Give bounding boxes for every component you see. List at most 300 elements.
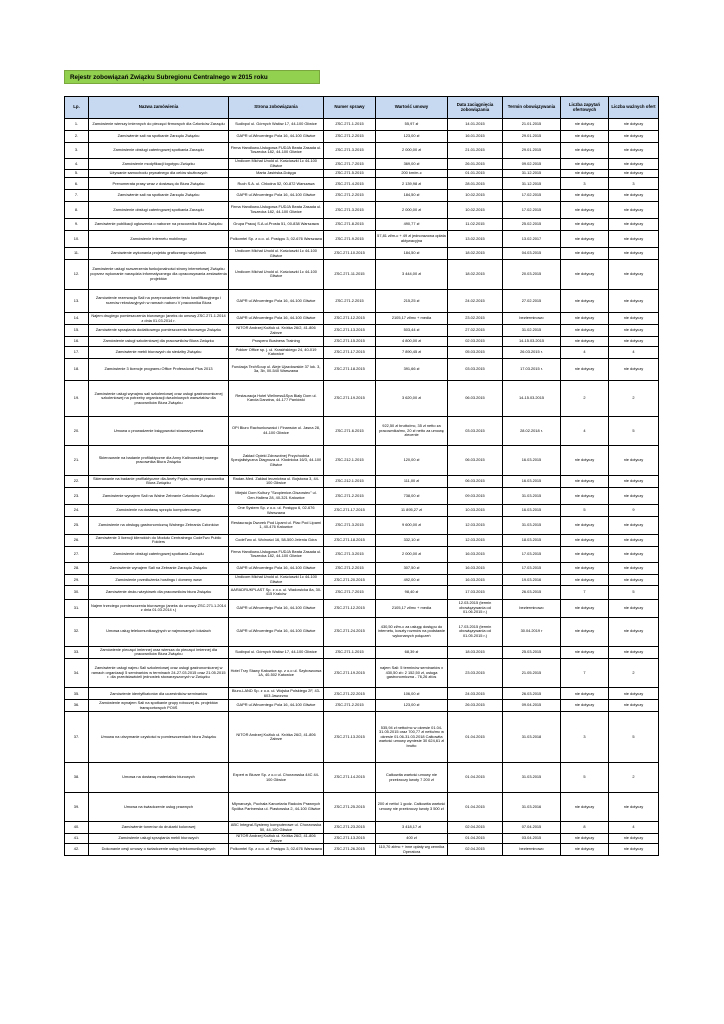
cell-valid-offers: nie dotyczy — [609, 546, 659, 563]
cell-counterparty: GAPR ul.Wincentego Pola 16, 44-100 Gliwice — [229, 130, 324, 142]
cell-valid-offers: nie dotyczy — [609, 792, 659, 822]
cell-lp: 15. — [65, 325, 89, 337]
table-row — [65, 575, 659, 586]
table-row — [65, 119, 659, 131]
cell-lp: 29. — [65, 575, 89, 586]
cell-inquiries-count: 4 — [561, 346, 609, 358]
cell-lp: 38. — [65, 763, 89, 793]
cell-counterparty: Polkomtel Sp. z o.o. ul. Postępu 3, 02-676 Warszawa — [229, 844, 324, 856]
cell-validity-term: 17.02.2015 — [503, 190, 561, 202]
cell-valid-offers: nie dotyczy — [609, 130, 659, 142]
cell-commitment-date: 24.03.2015 — [448, 688, 503, 700]
cell-contract-value: 57,81 zł/m-c + 49 zł jednorazowa opłata aktywacyjna — [376, 230, 448, 248]
cell-lp: 41. — [65, 834, 89, 844]
cell-counterparty: Undicom Michał Unold ul. Kościuszki 1c 44-100 Gliwice — [229, 260, 324, 290]
cell-validity-term: 28.02.2018 r. — [503, 416, 561, 446]
cell-inquiries-count: nie dotyczy — [561, 575, 609, 586]
cell-inquiries-count: nie dotyczy — [561, 218, 609, 230]
cell-commitment-date: 10.03.2015 — [448, 505, 503, 517]
cell-counterparty: Undicom Michał Unold ul. Kościuszki 1c 44-100 Gliwice — [229, 575, 324, 586]
cell-order-name: Zamówienie sali na spotkanie Zarządu Związku — [89, 190, 229, 202]
cell-contract-value: 307,50 zł — [376, 563, 448, 575]
cell-commitment-date: 01.04.2015 — [448, 792, 503, 822]
cell-counterparty: Pokker Office sp. j. ul. Krasińskiego 24, 40-019 Katowice — [229, 346, 324, 358]
table-row — [65, 260, 659, 290]
cell-order-name: Zamówienie wynajem Sali na Zebranie Zarządu Związku — [89, 563, 229, 575]
cell-case-number: ZSC.271.2.2015 — [324, 289, 376, 313]
cell-case-number: ZSC.271.7.2015 — [324, 159, 376, 169]
cell-lp: 2. — [65, 130, 89, 142]
cell-valid-offers: nie dotyczy — [609, 446, 659, 476]
cell-valid-offers: 2 — [609, 763, 659, 793]
cell-inquiries-count: nie dotyczy — [561, 142, 609, 159]
cell-commitment-date: 23.02.2015 — [448, 313, 503, 325]
cell-valid-offers: nie dotyczy — [609, 218, 659, 230]
cell-case-number: ZSC.271.3.2015 — [324, 142, 376, 159]
cell-commitment-date: 17.03.2015 (termin obowiązywania od 01.05.2015 r.) — [448, 617, 503, 647]
cell-order-name: Zamówienie Internetu mobilnego — [89, 230, 229, 248]
cell-validity-term: 31.03.2015 — [503, 487, 561, 505]
cell-valid-offers: 2 — [609, 381, 659, 416]
cell-valid-offers: nie dotyczy — [609, 475, 659, 487]
cell-valid-offers: 2 — [609, 658, 659, 688]
cell-contract-value: najem Sali: 5 terminów seminariów x 430,50 zł= 2 152,50 zł, usługa gastronomiczna - 76,26 zł/os — [376, 658, 448, 688]
cell-lp: 21. — [65, 446, 89, 476]
cell-valid-offers: nie dotyczy — [609, 844, 659, 856]
cell-valid-offers: nie dotyczy — [609, 688, 659, 700]
cell-inquiries-count: nie dotyczy — [561, 130, 609, 142]
table-row — [65, 688, 659, 700]
cell-inquiries-count: 7 — [561, 586, 609, 600]
cell-order-name: Najem drugiego pomieszczenia biurowego (aneks do umowy ZSC.271.1.2014 z dnia 01.03.2014 r. — [89, 313, 229, 325]
cell-case-number: ZSC.271.10.2015 — [324, 248, 376, 260]
cell-order-name: Zamówienie wynajem Sali na spotkanie grupy roboczej ds. projektów transportowych POIiŚ — [89, 700, 229, 712]
cell-commitment-date: 10.02.2015 — [448, 190, 503, 202]
cell-lp: 32. — [65, 617, 89, 647]
cell-validity-term: 31.12.2015 — [503, 169, 561, 178]
cell-inquiries-count: nie dotyczy — [561, 688, 609, 700]
table-row — [65, 142, 659, 159]
cell-valid-offers: 9 — [609, 505, 659, 517]
cell-lp: 10. — [65, 230, 89, 248]
cell-validity-term: 31.02.2015 — [503, 325, 561, 337]
cell-validity-term: 09.04.2015 — [503, 700, 561, 712]
cell-counterparty: Marta Jasińska-Dołęga — [229, 169, 324, 178]
cell-case-number: ZSC.271.26.2015 — [324, 844, 376, 856]
cell-case-number: ZSC.271.2.2015 — [324, 487, 376, 505]
cell-validity-term: 25.03.2015 — [503, 647, 561, 659]
table-header-row — [65, 97, 659, 119]
cell-counterparty: Hotel Trzy Stawy Katowice sp. z o.o ul. Szybowcowa 1A, 40-502 Katowice — [229, 658, 324, 688]
cell-valid-offers: nie dotyczy — [609, 230, 659, 248]
cell-inquiries-count: nie dotyczy — [561, 119, 609, 131]
cell-case-number: ZSC.271.17.2015 — [324, 505, 376, 517]
cell-counterparty: Ruch S.A. ul. Chłodna 52, 00-872 Warszawa — [229, 178, 324, 190]
cell-validity-term: 17.03.2015 r. — [503, 358, 561, 381]
cell-valid-offers: nie dotyczy — [609, 190, 659, 202]
cell-case-number: ZSC.271.3.2015 — [324, 202, 376, 219]
cell-valid-offers: 3 — [609, 178, 659, 190]
cell-commitment-date: 03.03.2015 — [448, 416, 503, 446]
cell-lp: 42. — [65, 844, 89, 856]
header-case-number: Numer sprawy — [324, 97, 376, 119]
cell-order-name: Zamówienie druku wizytówek dla pracowników biura Związku — [89, 586, 229, 600]
cell-contract-value: 2 000,00 zł — [376, 546, 448, 563]
cell-validity-term: 19.03.2016 — [503, 575, 561, 586]
cell-contract-value: 68,39 zł — [376, 647, 448, 659]
cell-order-name: Zamówienie pieczęci imiennej oraz wiersza do pieczęci imiennej dla pracowników Biura Związku — [89, 647, 229, 659]
cell-contract-value: 184,50 zł — [376, 248, 448, 260]
cell-commitment-date: 02.04.2015 — [448, 844, 503, 856]
cell-case-number: ZSC.271.14.2015 — [324, 763, 376, 793]
cell-inquiries-count: nie dotyczy — [561, 159, 609, 169]
cell-inquiries-count: nie dotyczy — [561, 792, 609, 822]
cell-valid-offers: nie dotyczy — [609, 119, 659, 131]
cell-validity-term: 31.03.2015 — [503, 517, 561, 535]
table-row — [65, 190, 659, 202]
cell-inquiries-count: nie dotyczy — [561, 336, 609, 346]
cell-lp: 35. — [65, 688, 89, 700]
cell-commitment-date: 16.03.2015 — [448, 575, 503, 586]
cell-case-number: ZSC.271.22.2015 — [324, 688, 376, 700]
cell-valid-offers: nie dotyczy — [609, 617, 659, 647]
cell-commitment-date: 12.03.2015 — [448, 517, 503, 535]
cell-validity-term: 13.02.2017 — [503, 230, 561, 248]
cell-counterparty: Firma Handlowo-Usługowa FUDJA Beata Zasada ul. Toszecka 182, 44-100 Gliwice — [229, 202, 324, 219]
cell-counterparty: Biuro-LAND Sp. z o.o. ul. Wojska Polskiego 2F, 43-603 Jaworzno — [229, 688, 324, 700]
cell-contract-value: 3 444,00 zł — [376, 260, 448, 290]
cell-contract-value: 369,00 zł — [376, 159, 448, 169]
cell-lp: 9. — [65, 218, 89, 230]
cell-valid-offers: nie dotyczy — [609, 563, 659, 575]
table-row — [65, 358, 659, 381]
cell-case-number: ZSC.271.20.2015 — [324, 575, 376, 586]
cell-valid-offers: 4 — [609, 346, 659, 358]
cell-inquiries-count: nie dotyczy — [561, 599, 609, 617]
cell-case-number: ZSC.271.19.2015 — [324, 658, 376, 688]
cell-counterparty: Radan-Med. Zakład lecznictwa ul. Bojstowa 3, 44-100 Gliwice — [229, 475, 324, 487]
cell-validity-term: 31.03.2016 — [503, 792, 561, 822]
cell-inquiries-count: 3 — [561, 178, 609, 190]
cell-counterparty: Restauracja Hotel Wellness&Spa Biały Dom ul. Karola Darwina, 44-177 Paniówki — [229, 381, 324, 416]
cell-counterparty: Undicom Michał Unold ul. Kościuszki 1c 44-100 Gliwice — [229, 159, 324, 169]
cell-lp: 33. — [65, 647, 89, 659]
cell-counterparty: CodeTwo ul. Wolności 16, 58-500 Jelenia Góra — [229, 534, 324, 546]
cell-commitment-date: 14.01.2015 — [448, 119, 503, 131]
table-row — [65, 230, 659, 248]
cell-case-number: ZSC.271.2.2015 — [324, 130, 376, 142]
cell-case-number: ZSC.271.12.2015 — [324, 313, 376, 325]
cell-counterparty: GAPR ul.Wincentego Pola 16, 44-100 Gliwice — [229, 563, 324, 575]
cell-order-name: Używanie samochodu prywatnego dla celów służbowych — [89, 169, 229, 178]
cell-lp: 37. — [65, 712, 89, 763]
cell-validity-term: 26.03.2015 r. — [503, 346, 561, 358]
cell-valid-offers: 4 — [609, 822, 659, 834]
cell-valid-offers: nie dotyczy — [609, 142, 659, 159]
cell-counterparty: Firma Handlowo-Usługowa FUDJA Beata Zasada ul. Toszecka 182, 44-100 Gliwice — [229, 142, 324, 159]
table-row — [65, 159, 659, 169]
cell-counterparty: Miejski Dom Kultury "Szopienice-Giszowiec" ul. Gen.Hallera 28, 40-321 Katowice — [229, 487, 324, 505]
cell-inquiries-count: nie dotyczy — [561, 289, 609, 313]
cell-valid-offers: 5 — [609, 712, 659, 763]
table-row — [65, 700, 659, 712]
cell-commitment-date: 06.03.2015 — [448, 381, 503, 416]
cell-valid-offers: nie dotyczy — [609, 169, 659, 178]
cell-valid-offers: nie dotyczy — [609, 534, 659, 546]
cell-validity-term: 07.04.2015 — [503, 822, 561, 834]
cell-valid-offers: nie dotyczy — [609, 599, 659, 617]
cell-inquiries-count: nie dotyczy — [561, 534, 609, 546]
table-row — [65, 248, 659, 260]
cell-contract-value: 490,77 zł — [376, 218, 448, 230]
cell-lp: 34. — [65, 658, 89, 688]
table-row — [65, 792, 659, 822]
table-row — [65, 534, 659, 546]
table-row — [65, 517, 659, 535]
cell-lp: 8. — [65, 202, 89, 219]
cell-valid-offers: nie dotyczy — [609, 289, 659, 313]
cell-inquiries-count: nie dotyczy — [561, 475, 609, 487]
cell-commitment-date: 21.01.2015 — [448, 142, 503, 159]
cell-validity-term: bezterminowo — [503, 313, 561, 325]
cell-order-name: Zamówienie obsługi cateringowej spotkania Zarządu — [89, 142, 229, 159]
cell-order-name: Zamówienie usługi wynajmu sali szkoleniowej oraz usługi gastronomicznej szkoleniowej na potrzeby organizacji dwudniowych warsztatów dla pracowników Biura Związku — [89, 381, 229, 416]
cell-lp: 13. — [65, 289, 89, 313]
cell-inquiries-count: nie dotyczy — [561, 844, 609, 856]
cell-validity-term: 14-15.03.2015 — [503, 336, 561, 346]
table-body — [65, 119, 659, 856]
cell-counterparty: GAPR ul.Wincentego Pola 16, 44-100 Gliwice — [229, 700, 324, 712]
cell-commitment-date: 17.03.2015 — [448, 586, 503, 600]
cell-case-number: ZSC.271.18.2015 — [324, 358, 376, 381]
cell-contract-value: 4 800,00 zł — [376, 336, 448, 346]
cell-order-name: Umowa na utrzymanie czystości w pomieszczeniach biura Związku — [89, 712, 229, 763]
cell-validity-term: 04.03.2015 — [503, 248, 561, 260]
cell-valid-offers: nie dotyczy — [609, 487, 659, 505]
cell-contract-value: 7 890,45 zł — [376, 346, 448, 358]
cell-lp: 31. — [65, 599, 89, 617]
cell-commitment-date: 27.02.2015 — [448, 325, 503, 337]
table-row — [65, 178, 659, 190]
cell-valid-offers: nie dotyczy — [609, 325, 659, 337]
cell-inquiries-count: nie dotyczy — [561, 358, 609, 381]
table-row — [65, 487, 659, 505]
cell-case-number: ZSC.212.1.2015 — [324, 446, 376, 476]
cell-inquiries-count: 3 — [561, 712, 609, 763]
table-row — [65, 446, 659, 476]
cell-validity-term: 27.02.2015 — [503, 289, 561, 313]
cell-contract-value: 430,50 zł/m-c za usługę dostępu do internetu, koszty rozmów na podstawie wykonanych połączeń — [376, 617, 448, 647]
cell-order-name: Zamówienie usługi szkoleniowej dla pracowników Biura Związku — [89, 336, 229, 346]
cell-counterparty: Firma Handlowo-Usługowa FUDJA Beata Zasada ul. Toszecka 182, 44-100 Gliwice — [229, 546, 324, 563]
cell-lp: 14. — [65, 313, 89, 325]
cell-case-number: ZSC.271.13.2015 — [324, 712, 376, 763]
cell-validity-term: 16.03.2015 — [503, 475, 561, 487]
table-row — [65, 313, 659, 325]
cell-commitment-date: 11.02.2015 — [448, 218, 503, 230]
cell-validity-term: bezterminowo — [503, 599, 561, 617]
table-row — [65, 599, 659, 617]
cell-counterparty: AARADRUKPLAST Sp. z o.o. ul. Wadowicka 8a, 30-415 Kraków — [229, 586, 324, 600]
cell-counterparty: Młynarczyk, Puchała Kancelaria Radców Prawnych Spółka Partnerska ul. Piastowska 2, 44-100 Gliwice — [229, 792, 324, 822]
cell-case-number: ZSC.271.3.2015 — [324, 546, 376, 563]
table-row — [65, 647, 659, 659]
cell-inquiries-count: 5 — [561, 505, 609, 517]
cell-counterparty: Grupa Pracuj S.A.ul.Prosta 51, 00-838 Warszawa — [229, 218, 324, 230]
cell-lp: 36. — [65, 700, 89, 712]
cell-validity-term: 26.03.2015 — [503, 586, 561, 600]
cell-commitment-date: 16.03.2015 — [448, 563, 503, 575]
cell-valid-offers: nie dotyczy — [609, 159, 659, 169]
cell-order-name: Umowa o prowadzenie księgowości stowarzyszenia — [89, 416, 229, 446]
cell-inquiries-count: nie dotyczy — [561, 487, 609, 505]
cell-validity-term: 21.01.2015 — [503, 119, 561, 131]
cell-case-number: ZSC.271.17.2015 — [324, 346, 376, 358]
table-row — [65, 346, 659, 358]
cell-lp: 3. — [65, 142, 89, 159]
table-row — [65, 416, 659, 446]
cell-validity-term: 25.02.2015 — [503, 218, 561, 230]
cell-counterparty: Restauracja Dworek Pod Lipami ul. Plac Pod Lipami 1, 40-476 Katowice — [229, 517, 324, 535]
cell-inquiries-count: nie dotyczy — [561, 563, 609, 575]
cell-order-name: Zamówienie wierszy imiennych do pieczęci firmowych dla Członków Zarządu — [89, 119, 229, 131]
cell-inquiries-count: nie dotyczy — [561, 248, 609, 260]
cell-order-name: Zamówienie przedłużenia hostingu i domeny www — [89, 575, 229, 586]
cell-valid-offers: nie dotyczy — [609, 517, 659, 535]
table-row — [65, 336, 659, 346]
cell-commitment-date: 26.01.2015 — [448, 159, 503, 169]
cell-case-number: ZSC.271.5.2015 — [324, 169, 376, 178]
cell-commitment-date: 26.03.2015 — [448, 700, 503, 712]
cell-contract-value: 200 km/m-c — [376, 169, 448, 178]
cell-order-name: Zamówienie usługi najmu Sali szkoleniowej oraz usługi gastronomicznej w ramach organizacji 5 seminariów w terminach 24-27.03.2015 oraz 21.05.2015 r. dla przedstawicieli jednostek stowarzyszonych w Związku — [89, 658, 229, 688]
cell-commitment-date: 18.02.2015 — [448, 260, 503, 290]
cell-contract-value: 11 895,27 zł — [376, 505, 448, 517]
cell-inquiries-count: 5 — [561, 763, 609, 793]
table-row — [65, 586, 659, 600]
header-contract-value: Wartość umowy — [376, 97, 448, 119]
cell-order-name: Zamówienie na obsługę gastronomiczną Walnego Zebrania Członków — [89, 517, 229, 535]
cell-order-name: Zamówienie usługi sprzątania mebli biurowych — [89, 834, 229, 844]
cell-inquiries-count: nie dotyczy — [561, 313, 609, 325]
cell-commitment-date: 24.02.2015 — [448, 289, 503, 313]
cell-lp: 27. — [65, 546, 89, 563]
header-lp: Lp. — [65, 97, 89, 119]
header-counterparty: Strona zobowiązania — [229, 97, 324, 119]
cell-lp: 39. — [65, 792, 89, 822]
cell-lp: 7. — [65, 190, 89, 202]
cell-commitment-date: 01.04.2015 — [448, 712, 503, 763]
cell-case-number: ZSC.271.24.2015 — [324, 617, 376, 647]
cell-contract-value: 2105,17 zł/mc + media — [376, 599, 448, 617]
cell-validity-term: 21.05.2015 — [503, 658, 561, 688]
cell-validity-term: 31.03.2018 — [503, 712, 561, 763]
cell-inquiries-count: nie dotyczy — [561, 190, 609, 202]
cell-commitment-date: 06.03.2015 — [448, 475, 503, 487]
cell-inquiries-count: nie dotyczy — [561, 700, 609, 712]
cell-inquiries-count: nie dotyczy — [561, 230, 609, 248]
cell-contract-value: 9 600,00 zł — [376, 517, 448, 535]
cell-contract-value: 332,10 zł — [376, 534, 448, 546]
cell-case-number: ZSC.271.18.2015 — [324, 534, 376, 546]
cell-valid-offers: nie dotyczy — [609, 358, 659, 381]
cell-lp: 19. — [65, 381, 89, 416]
cell-commitment-date: 18.02.2015 — [448, 248, 503, 260]
table-row — [65, 834, 659, 844]
cell-counterparty: GAPR ul.Wincentego Pola 16, 44-100 Gliwice — [229, 289, 324, 313]
cell-validity-term: 29.01.2015 — [503, 130, 561, 142]
cell-contract-value: 123,00 zł — [376, 130, 448, 142]
cell-commitment-date: 06.03.2015 — [448, 446, 503, 476]
cell-inquiries-count: nie dotyczy — [561, 446, 609, 476]
cell-inquiries-count: 4 — [561, 416, 609, 446]
cell-lp: 20. — [65, 416, 89, 446]
cell-contract-value: 738,00 zł — [376, 487, 448, 505]
cell-validity-term: 29.01.2015 — [503, 142, 561, 159]
cell-case-number: ZSC.271.15.2015 — [324, 336, 376, 346]
cell-lp: 6. — [65, 178, 89, 190]
cell-inquiries-count: nie dotyczy — [561, 260, 609, 290]
table-row — [65, 169, 659, 178]
cell-case-number: ZSC.271.25.2015 — [324, 792, 376, 822]
cell-order-name: Zamówienie wynajem Sali na Walne Zebranie Członków Związku — [89, 487, 229, 505]
cell-case-number: ZSC.271.1.2015 — [324, 647, 376, 659]
cell-validity-term: 17.03.2015 — [503, 546, 561, 563]
cell-lp: 22. — [65, 475, 89, 487]
cell-counterparty: Sudixpol ul. Górnych Wałów 17, 44-100 Gliwice — [229, 647, 324, 659]
cell-valid-offers: nie dotyczy — [609, 834, 659, 844]
cell-commitment-date: 28.01.2015 — [448, 178, 503, 190]
cell-counterparty: NITOR Andrzej Kožluk ul. Krótka 26/2, 41-806 Zabrze — [229, 834, 324, 844]
cell-case-number: ZSC.271.8.2015 — [324, 218, 376, 230]
cell-lp: 26. — [65, 534, 89, 546]
cell-validity-term: 31.12.2015 — [503, 178, 561, 190]
cell-contract-value: 400 zł — [376, 834, 448, 844]
cell-commitment-date: 03.03.2015 — [448, 358, 503, 381]
cell-order-name: Skierowanie na badanie profilaktyczne dla Anety Fryda, nowego pracownika Biura Związku — [89, 475, 229, 487]
cell-order-name: Umowa usług telekomunikacyjnych w najmowanych lokalach — [89, 617, 229, 647]
cell-order-name: Umowa na świadczenie usług prawnych — [89, 792, 229, 822]
register-title: Rejestr zobowiązań Związku Subregionu Centralnego w 2015 roku — [64, 70, 320, 84]
cell-validity-term: 09.02.2015 — [503, 159, 561, 169]
cell-contract-value: Całkowita wartość umowy nie przekroczy kwoty 7 200 zł — [376, 763, 448, 793]
cell-validity-term: 26.03.2015 — [503, 688, 561, 700]
cell-commitment-date: 18.03.2015 — [448, 647, 503, 659]
cell-case-number: ZSC.271.4.2015 — [324, 178, 376, 190]
table-row — [65, 617, 659, 647]
cell-validity-term: 17.03.2015 — [503, 563, 561, 575]
cell-inquiries-count: nie dotyczy — [561, 546, 609, 563]
cell-contract-value: 2 000,00 zł — [376, 142, 448, 159]
cell-validity-term: 14-15.03.2015 — [503, 381, 561, 416]
cell-counterparty: NITOR Andrzej Kožluk ul. Krótka 26/2, 41-806 Zabrze — [229, 712, 324, 763]
cell-contract-value: 200 zł netto/ 1 godz. Całkowita wartość umowy nie przekroczy kwoty 3 500 zł — [376, 792, 448, 822]
cell-commitment-date: 16.03.2015 — [448, 546, 503, 563]
cell-lp: 25. — [65, 517, 89, 535]
cell-lp: 11. — [65, 248, 89, 260]
cell-order-name: Zamówienie obsługi cateringowej spotkania Zarządu — [89, 546, 229, 563]
cell-order-name: Zamówienie obsługi cateringowej spotkania Zarządu — [89, 202, 229, 219]
cell-valid-offers: nie dotyczy — [609, 647, 659, 659]
cell-validity-term: 30.04.2019 r — [503, 617, 561, 647]
cell-counterparty: Sudixpol ul. Górnych Wałów 17, 44-100 Gliwice — [229, 119, 324, 131]
cell-contract-value: 535,94 zł netto/mc w okresie 01.04-31.05.2015 oraz 700,77 zł netto/mc w okresie 01.06-31.03.2018 Całkowita wartość umowy wyniesie 30 624,61 zł brutto — [376, 712, 448, 763]
cell-order-name: Zamówienie tonerów do drukarki kolorowej — [89, 822, 229, 834]
cell-counterparty: NITOR Andrzej Kožluk ul. Krótka 26/2, 41-806 Zabrze — [229, 325, 324, 337]
cell-lp: 40. — [65, 822, 89, 834]
header-order-name: Nazwa zamówienia — [89, 97, 229, 119]
cell-case-number: ZSC.212.1.2015 — [324, 475, 376, 487]
